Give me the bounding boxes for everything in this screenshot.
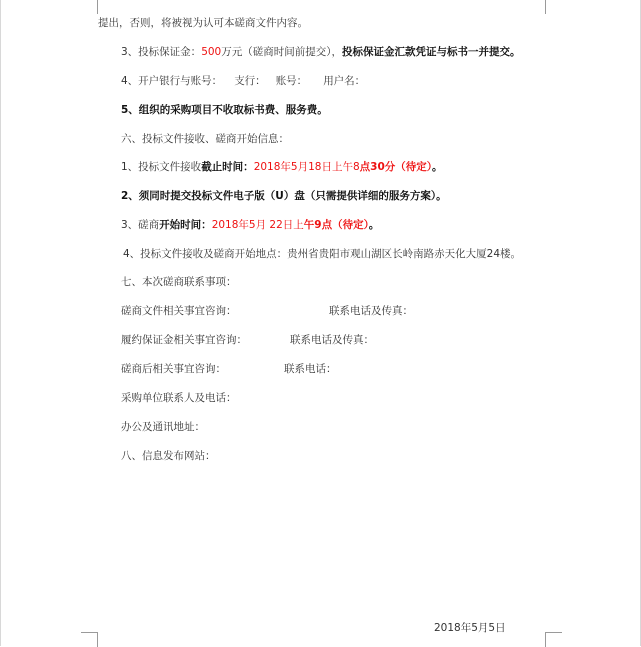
page-corner-mark xyxy=(545,632,562,647)
text-span-bold: 截止时间： xyxy=(201,161,254,173)
location-line xyxy=(123,247,521,261)
section-heading xyxy=(121,449,216,463)
text-span: 办公及通讯地址： xyxy=(121,421,205,433)
deadline-line xyxy=(121,160,443,174)
contact-line xyxy=(121,420,205,434)
section-heading xyxy=(121,275,237,289)
text-span-bold: 投标保证金汇款凭证与标书一并提交。 xyxy=(341,46,521,58)
text-span: 账号： xyxy=(275,75,308,87)
deadline-hour: 8 xyxy=(352,161,360,173)
deadline-date: 2018年5月18日上午 xyxy=(253,161,353,173)
text-span-bold: 开始时间： xyxy=(159,219,212,231)
page-corner-mark xyxy=(545,0,562,14)
text-span-bold: 。 xyxy=(432,161,443,173)
contact-line xyxy=(329,304,413,318)
page-corner-mark xyxy=(81,0,98,14)
text-span: 用户名： xyxy=(323,75,366,87)
text-span: 八、信息发布网站： xyxy=(121,450,216,462)
contact-line xyxy=(290,333,374,347)
text-span: 六、投标文件接收、磋商开始信息： xyxy=(121,133,289,145)
text-span: 磋商文件相关事宜咨询： xyxy=(121,305,237,317)
text-span: 1、投标文件接收 xyxy=(121,161,202,173)
section-heading xyxy=(121,132,289,146)
start-date: 2018年5月 22日上 xyxy=(211,219,304,231)
text-span-bold: 2、须同时提交投标文件电子版（U）盘（只需提供详细的服务方案）。 xyxy=(121,190,447,202)
contact-line xyxy=(121,391,237,405)
text-span: 联系电话： xyxy=(284,363,337,375)
text-line xyxy=(98,16,308,30)
text-line xyxy=(121,189,447,203)
text-span: 联系电话及传真： xyxy=(329,305,413,317)
contact-line xyxy=(121,304,237,318)
text-span: 支行： xyxy=(234,75,266,87)
text-span: 履约保证金相关事宜咨询： xyxy=(121,334,247,346)
deposit-amount: 500 xyxy=(201,46,222,58)
text-span: 3、磋商 xyxy=(121,219,160,231)
text-span: 磋商后相关事宜咨询： xyxy=(121,363,226,375)
text-span: 2018年5月5日 xyxy=(434,622,506,634)
text-span: 4、开户银行与账号： xyxy=(121,75,223,87)
start-time: 午9点（待定） xyxy=(303,219,369,231)
text-span: 万元（磋商时间前提交）， xyxy=(221,46,342,58)
text-span: 4、投标文件接收及磋商开始地点：贵州省贵阳市观山湖区长岭南路赤天化大厦24楼。 xyxy=(123,248,522,260)
text-span: 联系电话及传真： xyxy=(290,334,374,346)
text-span-bold: 5、组织的采购项目不收取标书费、服务费。 xyxy=(121,104,328,116)
contact-line xyxy=(284,362,337,376)
text-span: 采购单位联系人及电话： xyxy=(121,392,237,404)
contact-line xyxy=(121,333,247,347)
contact-line xyxy=(121,362,226,376)
text-line xyxy=(121,103,328,117)
page-corner-mark xyxy=(81,632,98,647)
text-span-bold: 。 xyxy=(368,219,380,231)
text-span: 提出，否则，将被视为认可本磋商文件内容。 xyxy=(98,17,308,29)
text-span: 七、本次磋商联系事项： xyxy=(121,276,237,288)
deposit-line xyxy=(121,45,520,59)
text-span: 3、投标保证金： xyxy=(121,46,202,58)
bank-line xyxy=(121,74,365,88)
document-date xyxy=(434,621,506,635)
deadline-time: 点30分（待定） xyxy=(359,161,433,173)
start-time-line xyxy=(121,218,379,232)
